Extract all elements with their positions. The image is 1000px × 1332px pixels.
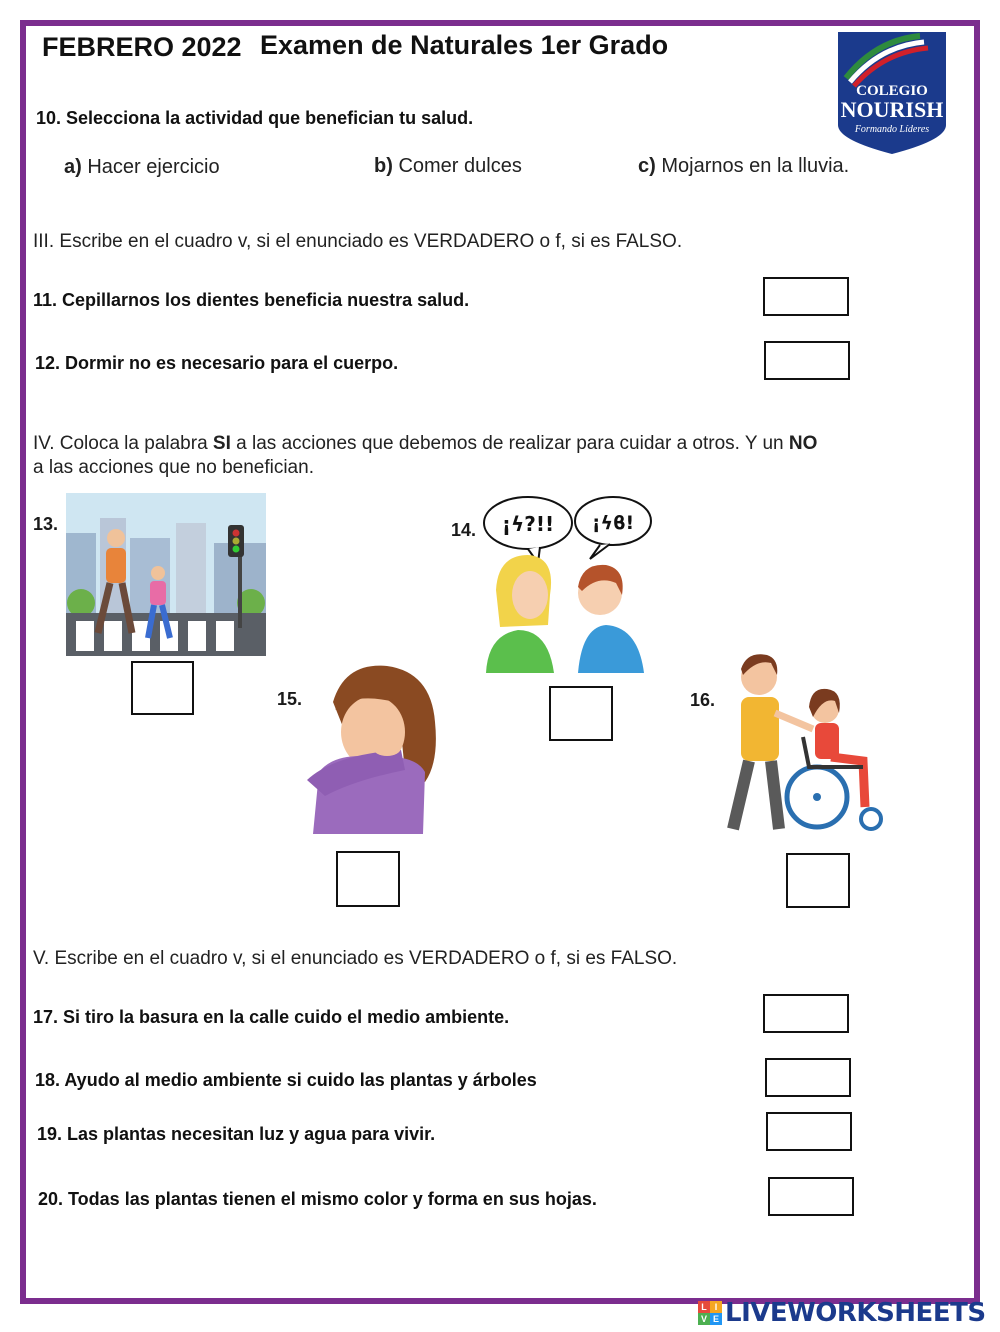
option-a[interactable]: a) Hacer ejercicio <box>64 156 220 178</box>
option-c[interactable]: c) Mojarnos en la lluvia. <box>638 155 850 177</box>
item-15-number: 15. <box>277 689 303 709</box>
answer-box-20[interactable] <box>768 1177 854 1216</box>
exam-title: Examen de Naturales 1er Grado <box>260 30 669 60</box>
answer-box-18[interactable] <box>765 1058 851 1097</box>
exam-date: FEBRERO 2022 <box>42 32 242 62</box>
option-b[interactable]: b) Comer dulces <box>374 155 522 177</box>
question-12: 12. Dormir no es necesario para el cuerpo. <box>35 353 399 373</box>
answer-box-19[interactable] <box>766 1112 852 1151</box>
image-13-crossing <box>66 493 266 656</box>
question-11: 11. Cepillarnos los dientes beneficia nuestra salud. <box>33 290 470 310</box>
logo-line1: COLEGIO <box>856 83 928 99</box>
image-16-wheelchair <box>713 647 895 837</box>
bubble-left-text: ¡ϟ?!! <box>501 512 555 536</box>
answer-box-17[interactable] <box>763 994 849 1033</box>
liveworksheets-text: LIVEWORKSHEETS <box>725 1298 986 1328</box>
school-logo <box>836 30 948 156</box>
section-5-instruction: V. Escribe en el cuadro v, si el enunciado es VERDADERO o f, si es FALSO. <box>33 948 678 969</box>
answer-box-12[interactable] <box>764 341 850 380</box>
image-14-arguing <box>478 495 653 673</box>
image-15-coughing <box>305 662 445 834</box>
logo-line3: Formando Líderes <box>854 124 930 135</box>
section-4-instruction-cont: a las acciones que no benefician. <box>33 457 314 478</box>
question-10: 10. Selecciona la actividad que benefician tu salud. <box>36 108 474 128</box>
answer-box-15[interactable] <box>336 851 400 907</box>
answer-box-14[interactable] <box>549 686 613 741</box>
answer-box-11[interactable] <box>763 277 849 316</box>
logo-line2: NOURISH <box>840 97 944 122</box>
liveworksheets-brand <box>698 1298 986 1328</box>
section-3-instruction: III. Escribe en el cuadro v, si el enunciado es VERDADERO o f, si es FALSO. <box>33 231 683 252</box>
question-17: 17. Si tiro la basura en la calle cuido el medio ambiente. <box>33 1007 510 1027</box>
answer-box-16[interactable] <box>786 853 850 908</box>
item-13-number: 13. <box>33 514 59 534</box>
liveworksheets-logo-icon: L I V E <box>698 1301 722 1325</box>
answer-box-13[interactable] <box>131 661 194 715</box>
bubble-right-text: ¡ϟϐ! <box>591 512 635 534</box>
section-4-instruction: IV. Coloca la palabra SI a las acciones que debemos de realizar para cuidar a otros. Y un NO <box>33 433 818 454</box>
item-16-number: 16. <box>690 690 716 710</box>
item-14-number: 14. <box>451 520 477 540</box>
question-18: 18. Ayudo al medio ambiente si cuido las plantas y árboles <box>35 1070 537 1090</box>
question-20: 20. Todas las plantas tienen el mismo color y forma en sus hojas. <box>38 1189 597 1209</box>
question-19: 19. Las plantas necesitan luz y agua para vivir. <box>37 1124 436 1144</box>
